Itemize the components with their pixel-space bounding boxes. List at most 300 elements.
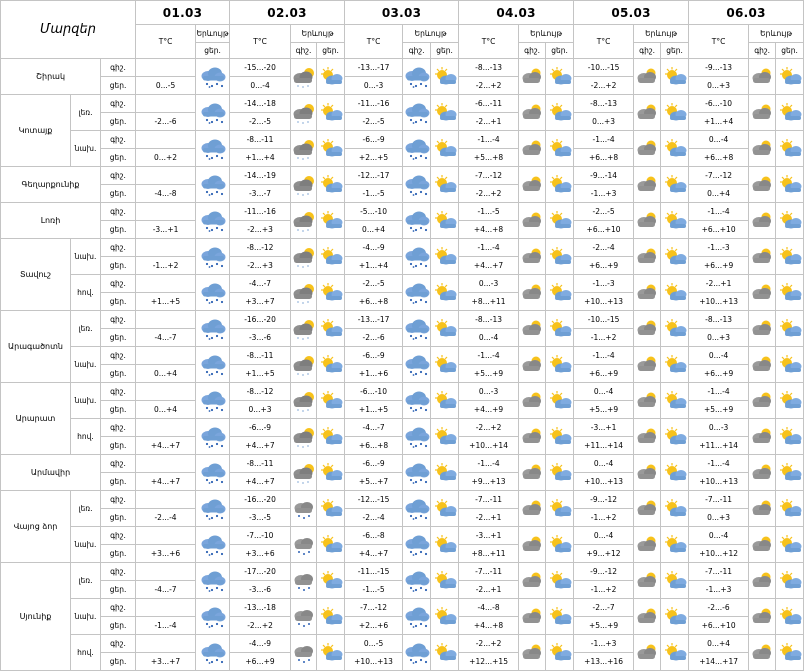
night-icon-cell [291, 167, 317, 203]
temperature-cell: +1...+6 [345, 365, 403, 383]
night-icon-cell [749, 59, 776, 95]
sun-cloud-icon [777, 462, 803, 484]
grey-cloud-icon [749, 498, 775, 520]
sun-cloud-icon [432, 462, 458, 484]
temperature-cell: -3...+1 [459, 527, 519, 545]
temperature-cell: -17...-20 [230, 563, 291, 581]
night-icon-cell [519, 203, 546, 239]
region-name: Լոռի [1, 203, 101, 239]
sun-cloud-icon [547, 318, 573, 340]
sun-cloud-icon [547, 462, 573, 484]
sun-cloud-icon [777, 426, 803, 448]
temperature-cell: +1...+5 [136, 293, 196, 311]
night-icon-cell [749, 131, 776, 167]
temperature-cell: -1...-4 [689, 203, 749, 221]
night-icon-cell [749, 383, 776, 419]
temperature-cell [136, 455, 196, 473]
snow-cloud-icon [403, 534, 431, 556]
temperature-cell: +10...+13 [345, 653, 403, 671]
grey-cloud-icon [634, 318, 660, 340]
temperature-cell [136, 383, 196, 401]
day-icon-cell [546, 275, 574, 311]
temperature-cell: -3...-5 [230, 509, 291, 527]
temperature-cell: 0...+3 [574, 113, 634, 131]
table-row [1, 491, 804, 509]
night-header: գիշ. [291, 43, 317, 59]
phenomenon-header: Երևույթ [634, 25, 689, 43]
day-icon-cell [661, 419, 689, 455]
weather-icon-cell [196, 635, 230, 671]
period-night: գիշ. [101, 239, 136, 257]
phenomenon-header: Երևույթ [196, 25, 230, 43]
period-day: ցեր. [101, 293, 136, 311]
period-night: գիշ. [101, 563, 136, 581]
snow-cloud-icon [199, 426, 227, 448]
period-day: ցեր. [101, 329, 136, 347]
temperature-cell: -2...-6 [345, 329, 403, 347]
temperature-cell: +11...+14 [574, 437, 634, 455]
temperature-cell: -14...-18 [230, 95, 291, 113]
grey-cloud-icon [634, 462, 660, 484]
temperature-cell: 0...-4 [689, 347, 749, 365]
day-icon-cell [546, 383, 574, 419]
phenomenon-header: Երևույթ [749, 25, 804, 43]
region-name: Սյունիք [1, 563, 71, 671]
period-day: ցեր. [101, 257, 136, 275]
sun-cloud-icon [547, 426, 573, 448]
table-row [1, 203, 804, 221]
sun-cloud-icon [318, 426, 344, 448]
day-icon-cell [431, 455, 459, 491]
temperature-cell: 0...-3 [345, 77, 403, 95]
temperature-cell: -7...-10 [230, 527, 291, 545]
grey-cloud-icon [519, 210, 545, 232]
weather-icon-cell [196, 419, 230, 455]
temperature-cell: 0...+2 [136, 149, 196, 167]
dark-cloud-sun-icon [291, 66, 317, 88]
sun-cloud-icon [662, 390, 688, 412]
temperature-cell: -4...-7 [345, 419, 403, 437]
zone-label: հով. [71, 275, 101, 311]
zone-label: լեռ. [71, 311, 101, 347]
period-night: գիշ. [101, 95, 136, 113]
sun-cloud-icon [662, 462, 688, 484]
sun-cloud-icon [547, 642, 573, 664]
grey-cloud-icon [519, 138, 545, 160]
day-icon-cell [317, 635, 345, 671]
grey-cloud-icon [519, 642, 545, 664]
sleet-cloud-icon [291, 570, 317, 592]
night-icon-cell [519, 563, 546, 599]
night-header: գիշ. [634, 43, 661, 59]
grey-cloud-icon [634, 354, 660, 376]
temperature-cell: -3...+1 [574, 419, 634, 437]
sun-cloud-icon [662, 570, 688, 592]
region-name: Վայոց ձոր [1, 491, 71, 563]
temperature-cell: +6...+8 [345, 293, 403, 311]
sun-cloud-icon [777, 354, 803, 376]
night-icon-cell [291, 527, 317, 563]
snow-cloud-icon [199, 534, 227, 556]
night-icon-cell [749, 491, 776, 527]
sun-cloud-icon [432, 390, 458, 412]
temperature-cell: +9...+12 [574, 545, 634, 563]
temperature-cell [136, 599, 196, 617]
phenomenon-header: Երևույթ [403, 25, 459, 43]
night-icon-cell [403, 59, 431, 95]
snow-cloud-icon [403, 354, 431, 376]
sun-cloud-icon [662, 66, 688, 88]
temperature-cell: -1...-4 [574, 131, 634, 149]
day-icon-cell [546, 419, 574, 455]
temperature-cell: +5...+9 [689, 401, 749, 419]
sun-cloud-icon [318, 318, 344, 340]
table-row [1, 311, 804, 329]
grey-cloud-icon [634, 570, 660, 592]
zone-label: նախ. [71, 527, 101, 563]
temperature-cell [136, 347, 196, 365]
night-icon-cell [291, 131, 317, 167]
sun-cloud-icon [432, 570, 458, 592]
night-icon-cell [291, 599, 317, 635]
day-icon-cell [776, 347, 804, 383]
temperature-cell: -7...-12 [459, 167, 519, 185]
temperature-cell: -2...+1 [459, 113, 519, 131]
weather-icon-cell [196, 203, 230, 239]
grey-cloud-icon [519, 606, 545, 628]
temperature-cell: -4...-7 [230, 275, 291, 293]
period-day: ցեր. [101, 401, 136, 419]
temperature-cell [136, 491, 196, 509]
day-icon-cell [546, 599, 574, 635]
region-name: Կոտայք [1, 95, 71, 167]
weather-icon-cell [196, 311, 230, 347]
temperature-cell: +1...+5 [345, 401, 403, 419]
day-header: ցեր. [546, 43, 574, 59]
temperature-cell: +10...+13 [689, 293, 749, 311]
period-night: գիշ. [101, 59, 136, 77]
night-icon-cell [634, 203, 661, 239]
grey-cloud-icon [749, 282, 775, 304]
sun-cloud-icon [662, 534, 688, 556]
day-header: ցեր. [661, 43, 689, 59]
temperature-cell: -2...-6 [136, 113, 196, 131]
sun-cloud-icon [432, 534, 458, 556]
temperature-cell: -1...-5 [345, 581, 403, 599]
temperature-cell: +10...+13 [574, 293, 634, 311]
day-icon-cell [317, 131, 345, 167]
day-icon-cell [661, 167, 689, 203]
phenomenon-header: Երևույթ [519, 25, 574, 43]
temperature-cell: 0...+4 [136, 365, 196, 383]
grey-cloud-icon [634, 66, 660, 88]
temperature-cell: -2...+1 [459, 509, 519, 527]
day-icon-cell [317, 599, 345, 635]
temperature-cell: -2...-5 [574, 203, 634, 221]
sun-cloud-icon [662, 642, 688, 664]
period-night: գիշ. [101, 275, 136, 293]
day-header: ցեր. [431, 43, 459, 59]
night-icon-cell [749, 635, 776, 671]
night-icon-cell [519, 95, 546, 131]
temperature-cell: -2...-4 [574, 239, 634, 257]
temperature-cell: +4...+7 [459, 257, 519, 275]
temperature-cell: -1...-3 [574, 275, 634, 293]
night-header: գիշ. [519, 43, 546, 59]
table-row [1, 419, 804, 437]
zone-label: հով. [71, 635, 101, 671]
sun-cloud-icon [662, 210, 688, 232]
night-icon-cell [403, 527, 431, 563]
temperature-cell: +1...+4 [345, 257, 403, 275]
temperature-cell: -12...-15 [345, 491, 403, 509]
day-icon-cell [661, 311, 689, 347]
day-icon-cell [317, 347, 345, 383]
snow-cloud-icon [199, 498, 227, 520]
day-icon-cell [317, 239, 345, 275]
region-name: Արմավիր [1, 455, 101, 491]
region-header: Մարզեր [1, 1, 136, 59]
dark-cloud-sun-icon [291, 354, 317, 376]
period-day: ցեր. [101, 365, 136, 383]
weather-icon-cell [196, 383, 230, 419]
night-icon-cell [291, 311, 317, 347]
temperature-cell: 0...+4 [136, 401, 196, 419]
day-icon-cell [431, 563, 459, 599]
weather-icon-cell [196, 491, 230, 527]
temperature-cell: -7...-11 [689, 563, 749, 581]
night-icon-cell [291, 239, 317, 275]
temperature-cell: -1...+2 [574, 509, 634, 527]
night-icon-cell [519, 131, 546, 167]
temperature-cell: -6...-10 [689, 95, 749, 113]
snow-cloud-icon [199, 318, 227, 340]
temperature-cell: -8...-13 [459, 59, 519, 77]
grey-cloud-icon [634, 174, 660, 196]
weather-icon-cell [196, 59, 230, 95]
temperature-cell: -3...-6 [230, 581, 291, 599]
grey-cloud-icon [749, 174, 775, 196]
sun-cloud-icon [432, 282, 458, 304]
night-icon-cell [749, 563, 776, 599]
day-icon-cell [661, 455, 689, 491]
day-icon-cell [661, 203, 689, 239]
temperature-cell: +1...+5 [230, 365, 291, 383]
day-header: ցեր. [196, 43, 230, 59]
zone-label: նախ. [71, 383, 101, 419]
temperature-cell [136, 419, 196, 437]
day-icon-cell [431, 599, 459, 635]
sun-cloud-icon [662, 606, 688, 628]
day-icon-cell [431, 275, 459, 311]
grey-cloud-icon [749, 354, 775, 376]
day-icon-cell [431, 203, 459, 239]
night-icon-cell [749, 455, 776, 491]
day-icon-cell [546, 59, 574, 95]
dark-cloud-sun-icon [291, 426, 317, 448]
grey-cloud-icon [749, 606, 775, 628]
night-icon-cell [291, 347, 317, 383]
night-header: գիշ. [403, 43, 431, 59]
night-icon-cell [519, 635, 546, 671]
day-icon-cell [661, 527, 689, 563]
temperature-cell: +4...+7 [136, 473, 196, 491]
dark-cloud-sun-icon [291, 390, 317, 412]
sun-cloud-icon [662, 174, 688, 196]
temperature-cell [136, 167, 196, 185]
weather-icon-cell [196, 167, 230, 203]
temperature-cell: -13...-17 [345, 311, 403, 329]
date-header: 03.03 [345, 1, 459, 25]
dark-cloud-sun-icon [291, 102, 317, 124]
day-icon-cell [546, 311, 574, 347]
sun-cloud-icon [662, 246, 688, 268]
sun-cloud-icon [662, 102, 688, 124]
day-icon-cell [431, 383, 459, 419]
sun-cloud-icon [318, 534, 344, 556]
grey-cloud-icon [519, 390, 545, 412]
sun-cloud-icon [662, 138, 688, 160]
period-night: գիշ. [101, 527, 136, 545]
grey-cloud-icon [749, 210, 775, 232]
region-name: Արագածոտն [1, 311, 71, 383]
temperature-cell: +3...+7 [136, 653, 196, 671]
sun-cloud-icon [547, 354, 573, 376]
temperature-cell [136, 635, 196, 653]
temperature-cell: -11...-16 [230, 203, 291, 221]
date-header: 04.03 [459, 1, 574, 25]
snow-cloud-icon [199, 354, 227, 376]
day-icon-cell [546, 239, 574, 275]
temperature-cell: -2...-4 [345, 509, 403, 527]
day-icon-cell [776, 59, 804, 95]
snow-cloud-icon [403, 66, 431, 88]
sun-cloud-icon [432, 498, 458, 520]
night-icon-cell [634, 275, 661, 311]
sleet-cloud-icon [291, 498, 317, 520]
night-icon-cell [519, 527, 546, 563]
temperature-cell: +10...+14 [459, 437, 519, 455]
zone-label: նախ. [71, 347, 101, 383]
temperature-cell: -6...-8 [345, 527, 403, 545]
sun-cloud-icon [547, 570, 573, 592]
temperature-cell: -2...-5 [345, 113, 403, 131]
day-icon-cell [661, 95, 689, 131]
night-icon-cell [519, 599, 546, 635]
day-icon-cell [431, 167, 459, 203]
snow-cloud-icon [199, 102, 227, 124]
table-row [1, 599, 804, 617]
period-night: գիշ. [101, 455, 136, 473]
temperature-cell: -7...-12 [689, 167, 749, 185]
temperature-cell [136, 203, 196, 221]
temperature-cell: 0...-3 [689, 419, 749, 437]
night-icon-cell [519, 491, 546, 527]
night-icon-cell [519, 383, 546, 419]
night-icon-cell [519, 347, 546, 383]
temperature-cell: -5...-10 [345, 203, 403, 221]
day-icon-cell [776, 383, 804, 419]
day-icon-cell [317, 275, 345, 311]
snow-cloud-icon [199, 66, 227, 88]
weather-icon-cell [196, 95, 230, 131]
temperature-cell: -8...-13 [574, 95, 634, 113]
night-icon-cell [403, 455, 431, 491]
temperature-cell: -6...-9 [230, 419, 291, 437]
sun-cloud-icon [318, 462, 344, 484]
day-icon-cell [661, 599, 689, 635]
temperature-cell: -2...+2 [459, 185, 519, 203]
date-header: 02.03 [230, 1, 345, 25]
sun-cloud-icon [318, 570, 344, 592]
dark-cloud-sun-icon [291, 138, 317, 160]
temperature-cell: +11...+14 [689, 437, 749, 455]
sleet-cloud-icon [291, 606, 317, 628]
temperature-cell: -11...-16 [345, 95, 403, 113]
night-icon-cell [749, 527, 776, 563]
day-icon-cell [776, 527, 804, 563]
snow-cloud-icon [199, 570, 227, 592]
day-icon-cell [317, 419, 345, 455]
grey-cloud-icon [519, 174, 545, 196]
sun-cloud-icon [777, 102, 803, 124]
temp-header: T°C [574, 25, 634, 59]
day-icon-cell [776, 563, 804, 599]
temperature-cell: +1...+4 [689, 113, 749, 131]
temperature-cell: -1...+2 [136, 257, 196, 275]
temperature-cell: -7...-11 [459, 491, 519, 509]
night-icon-cell [519, 59, 546, 95]
period-day: ցեր. [101, 149, 136, 167]
temperature-cell: -7...-12 [345, 599, 403, 617]
temperature-cell: -1...-4 [574, 347, 634, 365]
grey-cloud-icon [749, 426, 775, 448]
day-icon-cell [546, 347, 574, 383]
night-icon-cell [291, 383, 317, 419]
night-icon-cell [519, 239, 546, 275]
day-icon-cell [317, 167, 345, 203]
grey-cloud-icon [519, 102, 545, 124]
sun-cloud-icon [318, 246, 344, 268]
night-icon-cell [291, 95, 317, 131]
temperature-cell: -4...-8 [459, 599, 519, 617]
temperature-cell: 0...+3 [230, 401, 291, 419]
temperature-cell: 0...-4 [230, 77, 291, 95]
temperature-cell: -7...-11 [689, 491, 749, 509]
grey-cloud-icon [519, 570, 545, 592]
sun-cloud-icon [318, 138, 344, 160]
day-icon-cell [546, 131, 574, 167]
temperature-cell: -13...-17 [345, 59, 403, 77]
temperature-cell: 0...+4 [345, 221, 403, 239]
temperature-cell: +4...+7 [230, 473, 291, 491]
temperature-cell: -16...-20 [230, 491, 291, 509]
temperature-cell: -8...-13 [689, 311, 749, 329]
period-day: ցեր. [101, 581, 136, 599]
snow-cloud-icon [199, 462, 227, 484]
temperature-cell: +5...+9 [574, 617, 634, 635]
table-row [1, 59, 804, 77]
temperature-cell: -8...-11 [230, 455, 291, 473]
sun-cloud-icon [777, 210, 803, 232]
table-row [1, 95, 804, 113]
sun-cloud-icon [777, 606, 803, 628]
temperature-cell: +4...+8 [459, 221, 519, 239]
temperature-cell: -2...+2 [459, 77, 519, 95]
snow-cloud-icon [199, 282, 227, 304]
temperature-cell: -1...+2 [574, 329, 634, 347]
snow-cloud-icon [199, 606, 227, 628]
